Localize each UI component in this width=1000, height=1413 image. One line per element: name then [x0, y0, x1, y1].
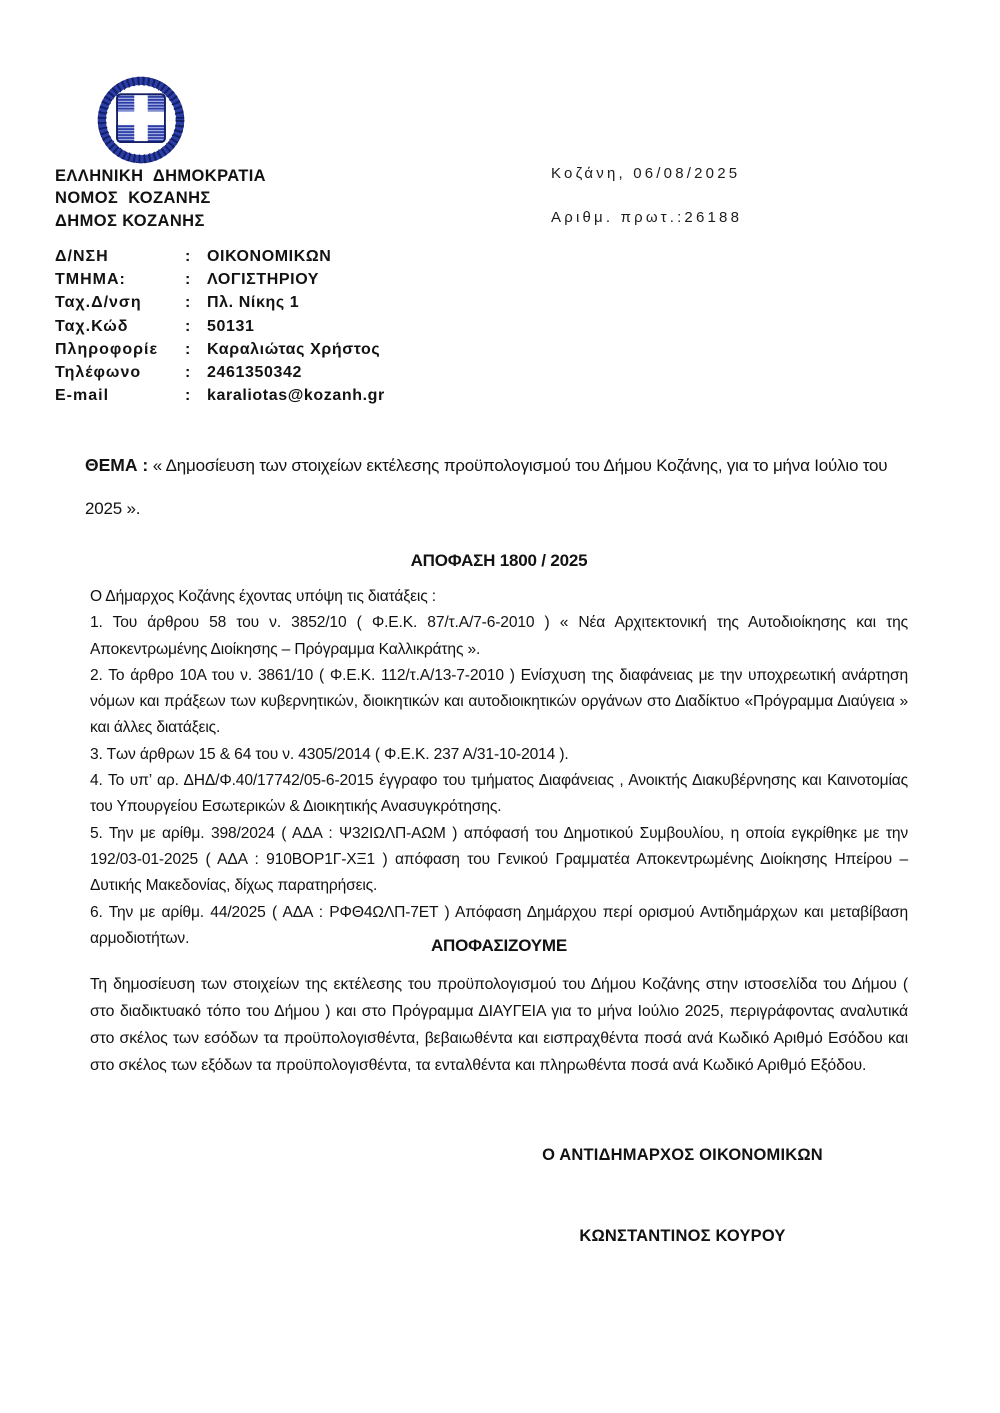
decision-heading: ΑΠΟΦΑΣΗ 1800 / 2025 [410, 551, 588, 570]
contact-value: 50131 [207, 317, 255, 335]
contact-label: Πληροφορίε [55, 340, 159, 358]
greek-national-emblem-icon [95, 74, 187, 166]
operative-heading: ΑΠΟΦΑΣΙΖΟΥΜΕ [430, 936, 568, 955]
protocol-number: Αριθμ. πρωτ.:26188 [551, 209, 743, 226]
subject-paragraph [85, 444, 907, 530]
contact-separator: : [185, 363, 191, 381]
consideration-item-1: 1. Του άρθρου 58 του ν. 3852/10 ( Φ.Ε.Κ. 87/τ.Α/7-6-2010 ) « Νέα Αρχιτεκτονική της Αυτοδιοίκησης και της Αποκεντρωμένης Διοίκησης – Πρόγραμμα Καλλικράτης ». [90, 614, 908, 658]
contact-label: Ταχ.Δ/νση [55, 294, 142, 312]
contact-separator: : [185, 248, 191, 265]
signature-name: ΚΩΝΣΤΑΝΤΙΝΟΣ ΚΟΥΡΟΥ [579, 1227, 786, 1245]
contact-separator: : [185, 317, 191, 335]
consideration-item-6: 6. Την με αρίθμ. 44/2025 ( ΑΔΑ : ΡΦΘ4ΩΛΠ-7ΕΤ ) Απόφαση Δημάρχου περί ορισμού Αντιδημάρχων και μεταβίβαση αρμοδιοτήτων. [90, 903, 908, 947]
place-date: Κοζάνη, 06/08/2025 [551, 165, 741, 182]
contact-label: Ταχ.Κώδ [55, 317, 129, 335]
contact-row-email [55, 387, 385, 410]
operative-paragraph: Τη δημοσίευση των στοιχείων της εκτέλεσης του προϋπολογισμού του Δήμου Κοζάνης στην ιστοσελίδα του Δήμου ( στο διαδικτυακό τόπο του Δήμου ) και στο Πρόγραμμα ΔΙΑΥΓΕΙΑ για το μήνα Ιούλιο 2025, περιγράφοντας αναλυτικά στο σκέλος των εσόδων τα προϋπολογισθέντα, βεβαιωθέντα και εισπραχθέντα ποσά ανά Κωδικό Αριθμό Εσόδου και στο σκέλος των εξόδων τα προϋπολογισθέντα, τα ενταλθέντα και πληρωθέντα ποσά ανά Κωδικό Αριθμό Εξόδου. [90, 976, 908, 1074]
org-line-municipality: ΔΗΜΟΣ ΚΟΖΑΝΗΣ [55, 211, 205, 230]
contact-label: ΤΜΗΜΑ: [55, 271, 126, 289]
subject-text: « Δημοσίευση των στοιχείων εκτέλεσης προϋπολογισμού του Δήμου Κοζάνης, για το μήνα Ιούλιο του 2025 ». [85, 456, 888, 518]
contact-row-address [55, 294, 385, 317]
contact-row-info-person [55, 341, 385, 364]
contact-separator: : [185, 340, 191, 358]
considerations-list [90, 584, 908, 952]
contact-value: ΛΟΓΙΣΤΗΡΙΟΥ [207, 271, 320, 289]
contact-value: 2461350342 [207, 363, 302, 381]
considerations-intro: Ο Δήμαρχος Κοζάνης έχοντας υπόψη τις διατάξεις : [90, 588, 436, 605]
consideration-item-2: 2. Το άρθρο 10Α του ν. 3861/10 ( Φ.Ε.Κ. 112/τ.Α/13-7-2010 ) Ενίσχυση της διαφάνειας με την υποχρεωτική ανάρτηση νόμων και πράξεων των κυβερνητικών, διοικητικών και αυτοδιοικητικών οργάνων στο Διαδίκτυο «Πρόγραμμα Διαύγεια » και άλλες διατάξεις. [90, 666, 908, 737]
contact-separator: : [185, 387, 191, 405]
consideration-item-5: 5. Την με αρίθμ. 398/2024 ( ΑΔΑ : Ψ32ΙΩΛΠ-ΑΩΜ ) απόφασή του Δημοτικού Συμβουλίου, η οποία εγκρίθηκε με την 192/03-01-2025 ( ΑΔΑ : 910BOP1Γ-ΧΞ1 ) απόφαση του Γενικού Γραμματέα Αποκεντρωμένης Διοίκησης Ηπείρου – Δυτικής Μακεδονίας, δίχως παρατηρήσεις. [90, 824, 908, 895]
contact-separator: : [185, 294, 191, 312]
org-header [55, 165, 266, 232]
consideration-item-3: 3. Των άρθρων 15 & 64 του ν. 4305/2014 ( Φ.Ε.Κ. 237 Α/31-10-2014 ). [90, 745, 569, 763]
contact-label: Δ/ΝΣΗ [55, 248, 109, 265]
contact-block [55, 248, 385, 410]
contact-row-postcode [55, 318, 385, 341]
contact-row-department [55, 271, 385, 294]
contact-label: Τηλέφωνο [55, 363, 142, 381]
contact-row-directorate [55, 248, 385, 271]
contact-value: ΟΙΚΟΝΟΜΙΚΩΝ [207, 248, 332, 265]
contact-separator: : [185, 271, 191, 289]
contact-label: E-mail [55, 387, 110, 405]
signature-title: Ο ΑΝΤΙΔΗΜΑΡΧΟΣ ΟΙΚΟΝΟΜΙΚΩΝ [542, 1146, 823, 1164]
org-line-republic: ΕΛΛΗΝΙΚΗ ΔΗΜΟΚΡΑΤΙΑ [55, 167, 266, 185]
subject-label: ΘΕΜΑ : [85, 455, 149, 475]
contact-value: Καραλιώτας Χρήστος [207, 340, 381, 358]
signature-block [430, 1146, 935, 1246]
org-line-prefecture: ΝΟΜΟΣ ΚΟΖΑΝΗΣ [55, 189, 211, 208]
contact-value: Πλ. Νίκης 1 [207, 294, 300, 312]
contact-row-phone [55, 364, 385, 387]
contact-value: karaliotas@kozanh.gr [207, 387, 385, 405]
consideration-item-4: 4. Το υπ’ αρ. ΔΗΔ/Φ.40/17742/05-6-2015 έγγραφο του τμήματος Διαφάνειας , Ανοικτής Διακυβέρνησης και Καινοτομίας του Υπουργείου Εσωτερικών & Διοικητικής Ανασυγκρότησης. [90, 772, 908, 816]
